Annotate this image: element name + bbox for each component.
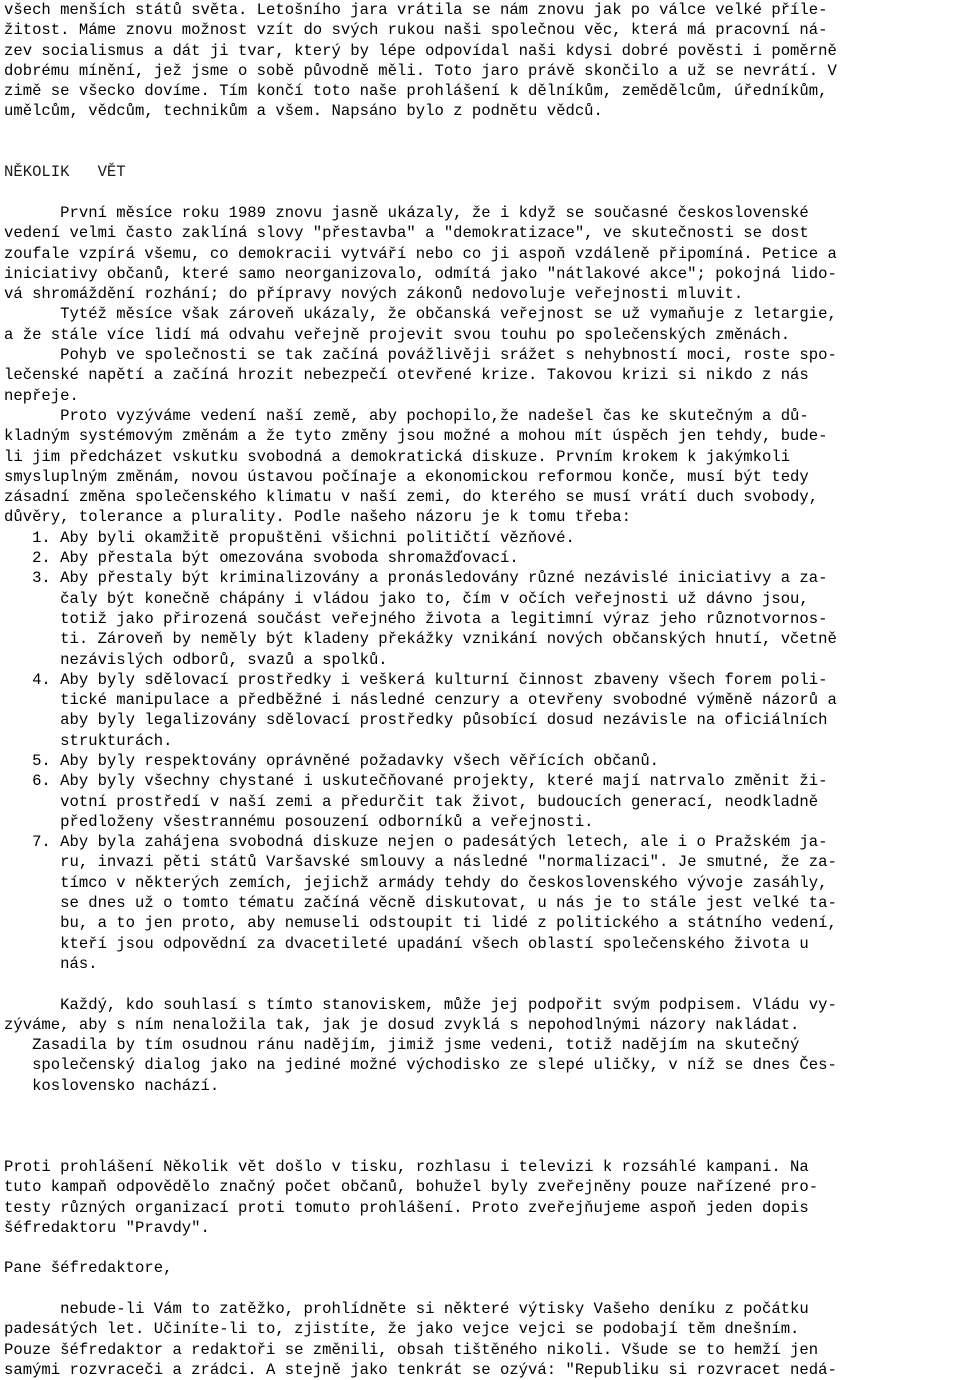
paragraph [4,1157,958,1238]
text-line: strukturách. [4,731,173,750]
text-line: aby byly legalizovány sdělovací prostředky působící dosud nezávisle na oficiálních [4,711,828,730]
text-line: 1. Aby byli okamžitě propuštěni všichni političtí vězňové. [4,528,575,547]
empty-line [4,1096,958,1116]
blank-line [4,1238,958,1258]
text-line: smysluplným změnám, novou ústavou počínaje a ekonomickou reformou konče, musí být tedy [4,467,809,486]
blank-line [4,1279,958,1299]
paragraph [4,1299,958,1380]
text-line: Pouze šéfredaktor a redaktoři se změnili, obsah tištěného nikoli. Všude se to hemží jen [4,1340,819,1359]
blank-line [4,1096,958,1116]
text-line: Tytéž měsíce však zároveň ukázaly, že občanská veřejnost se už vymaňuje z letargie, [4,305,837,324]
section-heading [4,162,958,182]
paragraph [4,0,958,122]
text-line: čaly být konečně chápány i vládou jako to, čím v očích veřejnosti už dávno jsou, [4,589,809,608]
text-line: předloženy všestrannému posouzení odborníků a veřejnosti. [4,812,594,831]
text-line: tické manipulace a předběžné i následné cenzury a otevřeny svobodné výměně názorů a [4,691,837,710]
text-line: Každý, kdo souhlasí s tímto stanoviskem, může jej podpořit svým podpisem. Vládu vy- [4,995,837,1014]
text-line: nebude-li Vám to zatěžko, prohlídněte si některé výtisky Vašeho deníku z počátku [4,1300,809,1318]
empty-line [4,1116,958,1136]
text-line: kteří jsou odpovědní za dvacetileté upadání všech oblastí společenského života u [4,934,809,953]
text-line: 2. Aby přestala být omezována svoboda shromažďovací. [4,549,519,568]
blank-line [4,974,958,994]
text-line: tímco v některých zemích, jejichž armády tehdy do československého vývoje zasáhly, [4,873,828,892]
text-line: 4. Aby byly sdělovací prostředky i veškerá kulturní činnost zbaveny všech forem poli- [4,670,828,689]
text-line: zýváme, aby s ním nenaložila tak, jak je dosud zvyklá s nepohodlnými názory nakládat. [4,1015,800,1034]
paragraph [4,1258,958,1278]
text-line: nezávislých odborů, svazů a spolků. [4,650,388,669]
text-line: a že stále více lidí má odvahu veřejně projevit svou touhu po společenských změnách. [4,325,791,344]
text-line: zimě se všecko dovíme. Tím končí toto naše prohlášení k dělníkům, zemědělcům, úředníkům, [4,82,828,101]
text-line: Pohyb ve společnosti se tak začíná povážlivěji srážet s nehybností moci, roste spo- [4,346,837,365]
text-line: bu, a to jen proto, aby nemuseli odstoupit ti lidé z politického a státního vedení, [4,914,837,933]
document-page [4,0,958,1380]
text-line: zoufale vzpírá všemu, co demokracii vytváří nebo co ji aspoň vzdáleně připomíná. Petice a [4,244,837,263]
empty-line [4,1137,958,1157]
empty-line [4,122,958,142]
text-line: tuto kampaň odpovědělo značný počet občanů, bohužel byly zveřejněny pouze nařízené pro- [4,1178,819,1197]
text-line: padesátých let. Učiníte-li to, zjistíte, že jako vejce vejci se podobají těm dnešním. [4,1320,800,1339]
text-line: šéfredaktoru "Pravdy". [4,1218,210,1237]
text-line: kladným systémovým změnám a že tyto změny jsou možné a mohou mít úspěch jen tehdy, bude- [4,427,828,446]
text-line: umělcům, vědcům, technikům a všem. Napsáno bylo z podnětu vědců. [4,102,603,121]
empty-line [4,974,958,994]
text-line: žitost. Máme znovu možnost vzít do svých rukou naši společnou věc, která má pracovní ná- [4,21,828,40]
text-line: zev socialismus a dát ji tvar, který by lépe odpovídal naši kdysi dobré pověsti i poměrně [4,41,837,60]
text-line: testy různých organizací proti tomuto prohlášení. Proto zveřejňujeme aspoň jeden dopis [4,1198,809,1217]
blank-line [4,1137,958,1157]
empty-line [4,142,958,162]
text-line: vedení velmi často zaklíná slovy "přestavba" a "demokratizace", ve skutečnosti se dost [4,224,809,243]
text-line: všech menších států světa. Letošního jara vrátila se nám znovu jak po válce velké příle- [4,1,828,19]
text-line: nás. [4,954,98,973]
text-line: iniciativy občanů, které samo neorganizovalo, odmítá jako "nátlakové akce"; pokojná lido- [4,264,837,283]
text-line: totiž jako přirozená součást veřejného života a legitimní výraz jeho různotvornos- [4,609,828,628]
text-line: ru, invazi pěti států Varšavské smlouvy a následné "normalizaci". Je smutné, že za- [4,853,837,872]
text-line: 5. Aby byly respektovány oprávněné požadavky všech věřících občanů. [4,751,660,770]
text-line: koslovensko nachází. [4,1076,220,1095]
text-line: důvěry, tolerance a plurality. Podle našeho názoru je k tomu třeba: [4,508,631,527]
text-line: společenský dialog jako na jediné možné východisko ze slepé uličky, v níž se dnes Čes- [4,1056,837,1075]
paragraph [4,203,958,974]
text-line: Proto vyzýváme vedení naší země, aby pochopilo,že nadešel čas ke skutečným a dů- [4,406,809,425]
text-line: vá shromáždění rozhání; do přípravy nových zákonů nedovoluje veřejnosti mluvit. [4,285,744,304]
text-line: Pane šéfredaktore, [4,1259,173,1278]
text-line: 7. Aby byla zahájena svobodná diskuze nejen o padesátých letech, ale i o Pražském ja- [4,833,828,852]
text-line: ti. Zároveň by neměly být kladeny překážky vznikání nových občanských hnutí, včetně [4,630,837,649]
paragraph [4,995,958,1096]
blank-line [4,122,958,142]
text-line: nepřeje. [4,386,79,405]
text-line: samými rozvraceči a zrádci. A stejně jako tenkrát se ozývá: "Republiku si rozvracet nedá- [4,1360,837,1379]
text-line: dobrému mínění, jež jsme o sobě původně měli. Toto jaro právě skončilo a už se nevrátí. V [4,61,837,80]
text-line: 3. Aby přestaly být kriminalizovány a pronásledovány různé nezávislé iniciativy a za- [4,569,828,588]
text-line: První měsíce roku 1989 znovu jasně ukázaly, že i když se současné československé [4,203,809,222]
text-line: NĚKOLIK VĚT [4,163,126,182]
blank-line [4,183,958,203]
text-line: votní prostředí v naší zemi a předurčit tak život, budoucích generací, neodkladně [4,792,819,811]
text-line: 6. Aby byly všechny chystané i uskutečňované projekty, které mají natrvalo změnit ži- [4,772,828,791]
text-line: se dnes už o tomto tématu začíná věcně diskutovat, u nás je to stále jest velké ta- [4,894,837,913]
empty-line [4,183,958,203]
text-line: Proti prohlášení Několik vět došlo v tisku, rozhlasu i televizi k rozsáhlé kampani. Na [4,1157,809,1176]
blank-line [4,1116,958,1136]
empty-line [4,1279,958,1299]
empty-line [4,1238,958,1258]
text-line: zásadní změna společenského klimatu v naší zemi, do kterého se musí vrátí duch svobody, [4,488,819,507]
blank-line [4,142,958,162]
text-line: lečenské napětí a začíná hrozit nebezpečí otevřené krize. Takovou krizi si nikdo z nás [4,366,809,385]
text-line: Zasadila by tím osudnou ránu nadějím, jimiž jsme vedeni, totiž nadějím na skutečný [4,1036,800,1055]
text-line: li jim předcházet vskutku svobodná a demokratická diskuze. Prvním krokem k jakýmkoli [4,447,791,466]
